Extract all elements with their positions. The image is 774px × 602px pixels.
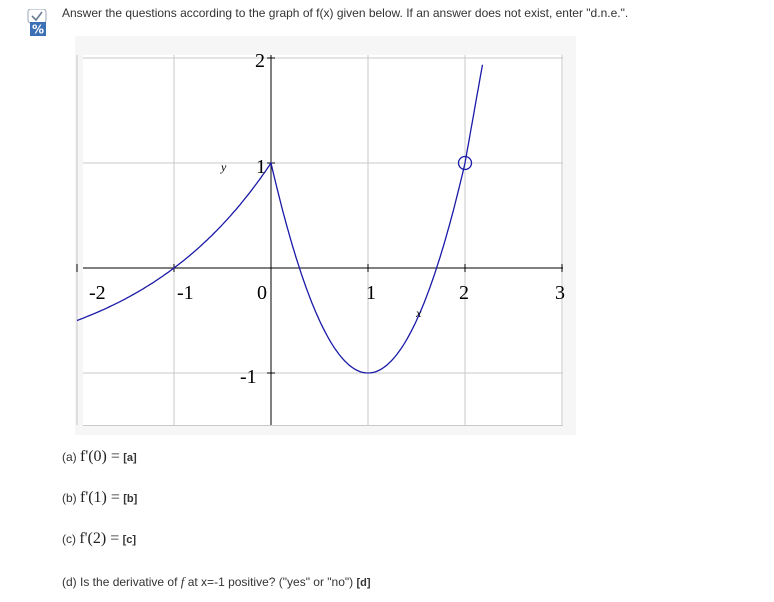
answer-blank-c[interactable]: [c] xyxy=(122,534,137,546)
function-graph xyxy=(75,36,576,435)
part-b xyxy=(62,489,137,507)
part-label: (c) xyxy=(62,532,76,546)
y-tick-label: 2 xyxy=(255,50,265,72)
y-tick-label: -1 xyxy=(240,366,257,388)
y-tick-label: 1 xyxy=(256,156,266,178)
function-name: f xyxy=(180,574,185,589)
part-text: at x=-1 positive? ("yes" or "no") xyxy=(187,575,354,589)
x-axis-label: x xyxy=(416,306,422,320)
part-expression: f'(0) = xyxy=(80,448,120,465)
plot-area xyxy=(83,55,563,425)
part-text: Is the derivative of xyxy=(80,575,178,589)
x-tick-label: 1 xyxy=(366,282,376,304)
question-type-icon xyxy=(27,9,53,37)
part-expression: f'(2) = xyxy=(79,530,120,547)
answer-blank-b[interactable]: [b] xyxy=(123,493,138,505)
part-c xyxy=(62,530,136,548)
part-a xyxy=(62,448,137,466)
part-d xyxy=(62,574,371,590)
x-tick-label: 0 xyxy=(257,282,267,304)
x-tick-label: 3 xyxy=(555,282,565,304)
part-label: (b) xyxy=(62,491,77,505)
answer-blank-d[interactable]: [d] xyxy=(356,577,371,589)
svg-text:%: % xyxy=(31,22,45,37)
part-label: (d) xyxy=(62,575,77,589)
x-tick-label: 2 xyxy=(459,282,469,304)
y-axis-label: y xyxy=(221,160,227,174)
part-expression: f'(1) = xyxy=(80,489,120,506)
x-tick-label: -1 xyxy=(177,282,194,304)
x-tick-label: -2 xyxy=(89,282,106,304)
question-prompt: Answer the questions according to the graph of f(x) given below. If an answer does not exist, enter "d.n.e.". xyxy=(62,6,629,20)
part-label: (a) xyxy=(62,450,77,464)
answer-blank-a[interactable]: [a] xyxy=(123,452,137,464)
